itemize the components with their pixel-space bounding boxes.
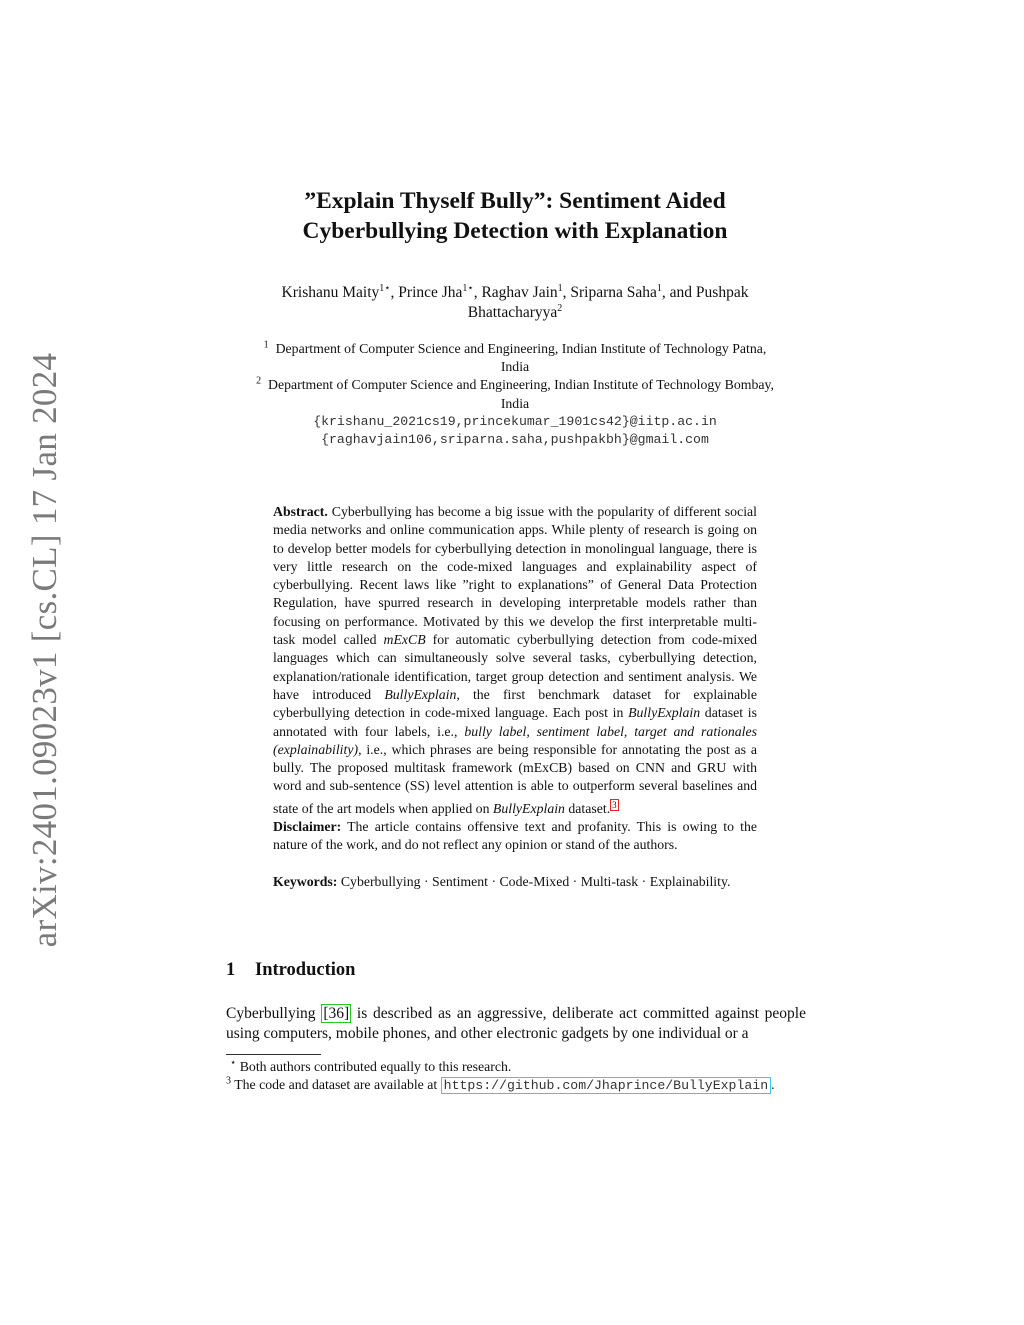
author-name: , and Pushpak xyxy=(661,284,749,301)
affiliation-text: Department of Computer Science and Engineering, Indian Institute of Technology Bombay, xyxy=(267,377,774,393)
title-line-2: Cyberbullying Detection with Explanation xyxy=(302,218,728,244)
intro-paragraph xyxy=(226,1004,806,1044)
abstract-text: , i.e., which phrases are being responsible for annotating the post as a bully. The proposed multitask framework (mExCB) based on CNN and GRU with word and sub-sentence (SS) level attention is able to outperform several baselines and state of the art models when applied on xyxy=(273,741,757,816)
author-name: , Prince Jha xyxy=(390,284,463,301)
author-mark: 1 xyxy=(656,282,662,294)
author-name: Krishanu Maity xyxy=(281,284,380,301)
disclaimer-text: The article contains offensive text and profanity. This is owing to the nature of the work, and do not reflect any opinion or stand of the authors. xyxy=(273,819,757,853)
affiliation-text: Department of Computer Science and Engineering, Indian Institute of Technology Patna, xyxy=(275,341,767,356)
abstract-italic: BullyExplain xyxy=(492,800,565,816)
section-number: 1 xyxy=(226,960,236,980)
footnote-mark: ⋆ xyxy=(230,1057,237,1069)
affiliation-mark: 2 xyxy=(256,375,262,387)
abstract-text: dataset. xyxy=(564,800,611,816)
keywords-text: Cyberbullying · Sentiment · Code-Mixed · Multi-task · Explainability. xyxy=(337,873,731,889)
section-title: Introduction xyxy=(255,960,356,980)
affiliation-1 xyxy=(220,340,810,358)
disclaimer xyxy=(273,818,757,855)
intro-span: is described as an aggressive, deliberate act committed against people using computers, mobile phones, and other electronic gadgets by one individual or a xyxy=(226,1005,806,1042)
author-name: , Raghav Jain xyxy=(473,284,558,301)
affiliations xyxy=(220,340,810,449)
intro-text xyxy=(226,1004,806,1044)
footnote-end: . xyxy=(771,1077,775,1093)
abstract-italic: BullyExplain xyxy=(384,686,457,702)
author-mark: 2 xyxy=(557,302,563,314)
abstract-text: , the first benchmark dataset for explainable cyberbullying detection in code-mixed language. Each post in xyxy=(273,686,757,721)
abstract-text: for automatic cyberbullying detection from code-mixed languages which can simultaneously solve several tasks, cyberbullying detection, explanation/rationale identification, target group detection and sentiment analysis. We have introduced xyxy=(273,632,757,702)
footnotes xyxy=(226,1058,806,1096)
intro-span: Cyberbullying xyxy=(226,1005,322,1022)
author-mark: 1⋆ xyxy=(379,282,391,294)
email-line-2: {raghavjain106,sriparna.saha,pushpakbh}@gmail.com xyxy=(321,432,709,448)
citation-link[interactable]: [36] xyxy=(323,1005,350,1022)
abstract-italic: bully label, sentiment label, target and rationales (explainability) xyxy=(273,723,758,757)
section-heading xyxy=(226,960,355,981)
email-line-1: {krishanu_2021cs19,princekumar_1901cs42}@iitp.ac.in xyxy=(313,413,717,429)
footnote-3 xyxy=(226,1076,806,1095)
arxiv-id: arXiv:2401.09023v1 [cs.CL] 17 Jan 2024 xyxy=(25,352,64,948)
footnote-text: Both authors contributed equally to this research. xyxy=(236,1059,512,1074)
github-url-link[interactable]: https://github.com/Jhaprince/BullyExplain xyxy=(441,1077,771,1094)
author-mark: 1⋆ xyxy=(462,282,474,294)
footnote-3-link[interactable]: 3 xyxy=(612,799,617,810)
author-list xyxy=(220,283,810,323)
author-mark: 1 xyxy=(557,282,563,294)
footnote-mark: 3 xyxy=(226,1075,231,1087)
abstract-italic: mExCB xyxy=(383,632,426,648)
affiliation-1-country: India xyxy=(500,359,530,375)
abstract-text: dataset is annotated with four labels, i.e., xyxy=(273,705,758,739)
footnote-divider xyxy=(226,1054,321,1055)
abstract-italic: BullyExplain xyxy=(628,705,701,721)
keywords xyxy=(273,873,757,891)
author-line-2 xyxy=(220,303,810,323)
affiliation-mark: 1 xyxy=(263,339,269,351)
arxiv-sidebar-stamp xyxy=(22,352,68,948)
footnote-1 xyxy=(226,1058,806,1076)
paper-title xyxy=(220,186,810,246)
abstract-block xyxy=(273,503,757,891)
abstract-label: Abstract. xyxy=(273,504,328,519)
keywords-label: Keywords: xyxy=(273,873,338,889)
title-line-1: ”Explain Thyself Bully”: Sentiment Aided xyxy=(304,188,726,214)
footnote-text: The code and dataset are available at xyxy=(231,1077,441,1093)
author-name: , Sriparna Saha xyxy=(562,284,657,301)
abstract-paragraph xyxy=(273,503,757,818)
abstract-text: Cyberbullying has become a big issue with the popularity of different social media networks and online communication apps. While plenty of research is going on to develop better models for cyberbullying detection in monolingual language, there is very little research on the code-mixed languages and explainability aspect of cyberbullying. Recent laws like ”right to explanations” of General Data Protection Regulation, have spurred research in developing interpretable models rather than focusing on performance. Motivated by this we develop the first interpretable multi-task model called xyxy=(273,504,757,648)
disclaimer-label: Disclaimer: xyxy=(273,819,342,835)
author-name: Bhattacharyya xyxy=(467,304,558,321)
affiliation-2 xyxy=(220,376,810,394)
author-line-1 xyxy=(220,283,810,303)
affiliation-2-country: India xyxy=(500,395,530,411)
